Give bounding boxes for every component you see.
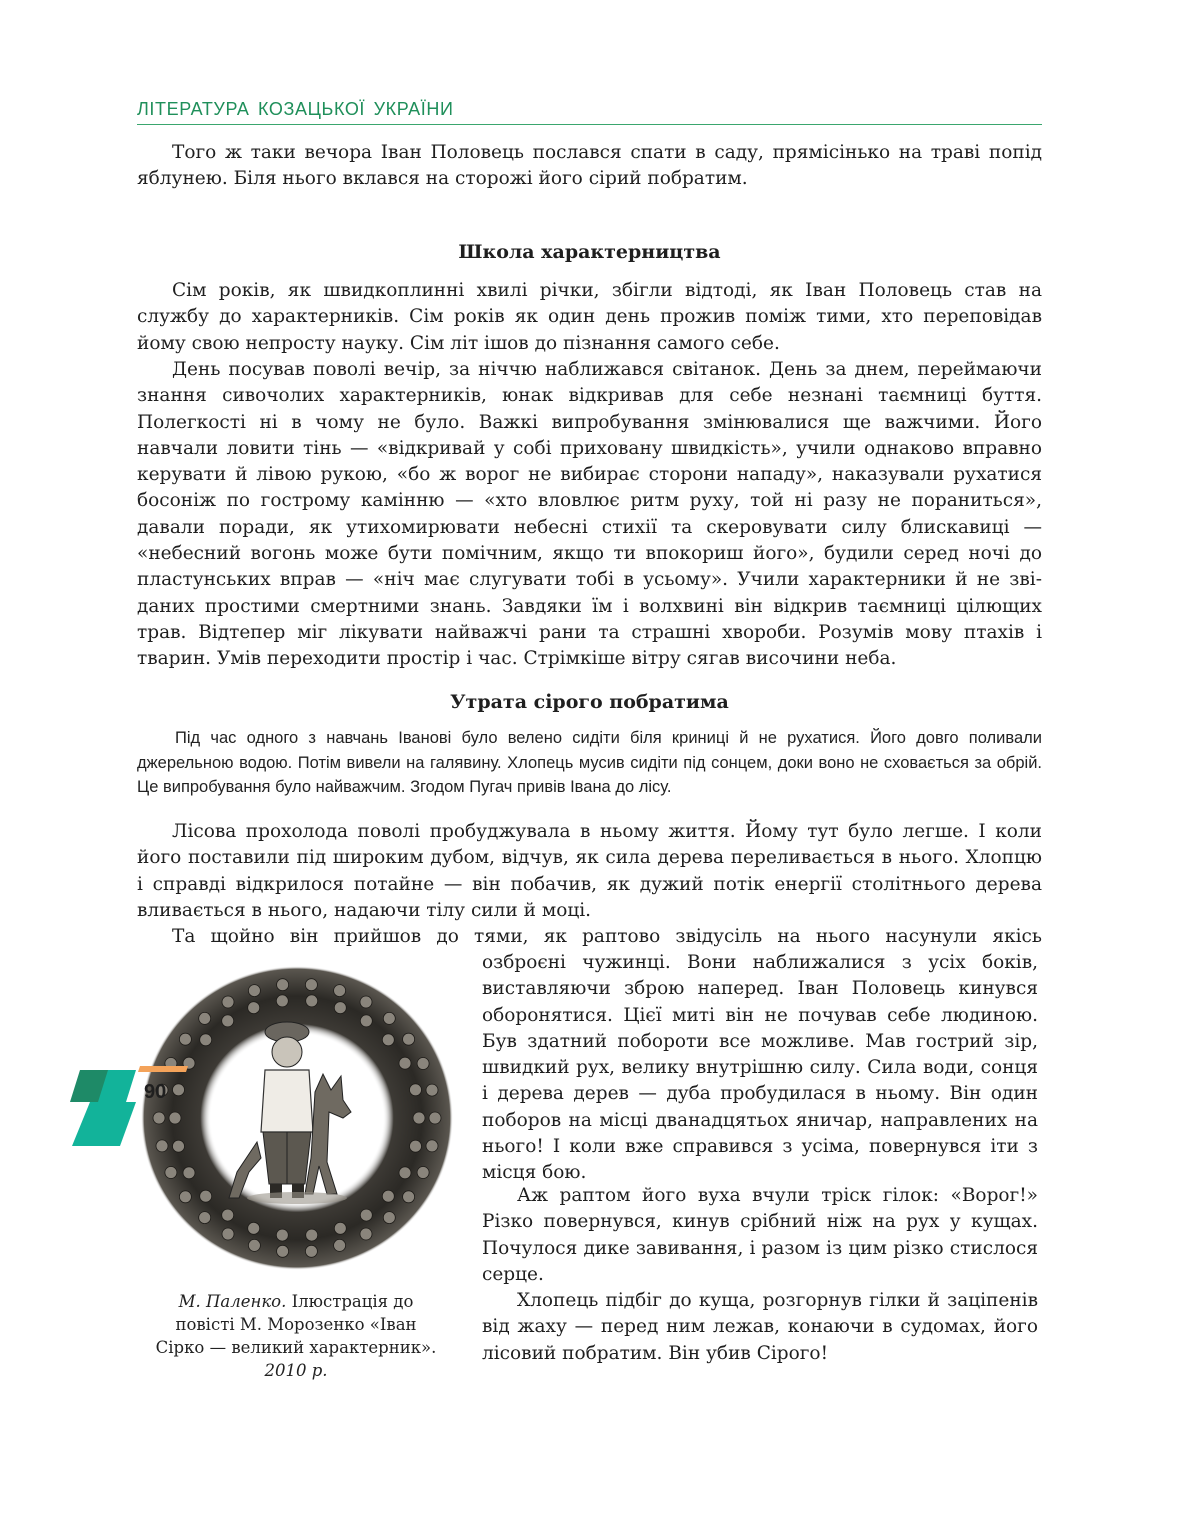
crowd-head — [165, 1167, 177, 1179]
crowd-head — [222, 996, 234, 1008]
section-heading-loss: Утрата сірого побратима — [450, 691, 729, 713]
crowd-head — [179, 1191, 191, 1203]
crowd-head — [399, 1057, 411, 1069]
crowd-head — [305, 979, 317, 991]
crowd-head — [334, 1222, 346, 1234]
paragraph: Та щойно він прийшов до тями, як раптово звідусіль на нього насунули якісь — [172, 926, 1042, 947]
wrapped-paragraph: Аж раптом його вуха вчули тріск гілок: «Ворог!» Різко повернувся, кинув срібний ніж на рух у кущах. Почулося дике завивання, і разом із цим різко стислося серце. — [482, 1185, 1038, 1285]
crowd-head — [382, 1034, 394, 1046]
crowd-head — [277, 979, 289, 991]
paragraph: День посував поволі вечір, за ніччю наближався світанок. День за днем, переймаючи знання сивочолих характерників, юнак відкривав для себе незнані таємниці буття. Полегкості ні в чому не було. Важкі випробування змінювалися ще важчими. Його навчали ловити тінь — «відкривай у собі приховану швидкість», учили однаково вправно керувати й лівою рукою, «бо ж ворог не вибирає сторони нападу», наказували рухатися босоніж по гострому камінню — «хто вловлює ритм руху, той ні разу не пораниться», давали поради, як утихомирювати небесні стихії та скеровувати силу блискавиці — «небесний вогонь може бути помічним, якщо ти впокориш його», будили серед ночі до пластунських вправ — «ніч має слугувати тобі в усьому». Учили характерники й не звіданих простими смертними знань. Завдяки їм і волхвині він відкрив таємниці цілющих трав. Відтепер міг лікувати найважчі рани та страшні хвороби. Розумів мову птахів і тварин. Умів переходити простір і час. Стрімкіше вітру сягав височини неба. — [137, 359, 1042, 670]
crowd-head — [276, 1229, 288, 1241]
summary-paragraph: Під час одного з навчань Іванові було велено сидіти біля криниці й не рухатися. Його довго поливали джерельною водою. Потім вивели на галявину. Хлопець мусив сидіти під сонцем, доки воно не сховається за обрій. Це випробування було найважчим. Згодом Пугач привів Івана до лісу. — [137, 729, 1042, 797]
crowd-head — [276, 995, 288, 1007]
crowd-head — [222, 1228, 234, 1240]
crowd-head — [222, 1209, 234, 1221]
caption-author: М. Паленко. — [178, 1292, 287, 1311]
crowd-head — [360, 1228, 372, 1240]
crowd-head — [417, 1167, 429, 1179]
crowd-head — [334, 1002, 346, 1014]
figure-caption — [150, 1290, 442, 1382]
section-heading-school: Школа характерництва — [458, 241, 721, 263]
crowd-head — [248, 1002, 260, 1014]
crowd-head — [334, 1239, 346, 1251]
header-title: ЛІТЕРАТУРА КОЗАЦЬКОЇ УКРАЇНИ — [137, 99, 454, 119]
crowd-head — [399, 1167, 411, 1179]
crowd-head — [413, 1112, 425, 1124]
crowd-head — [417, 1058, 429, 1070]
intro-paragraph: Того ж таки вечора Іван Половець послався спати в саду, прямісінько на траві попід яблунею. Біля нього вклався на сторожі його сірий побратим. — [137, 142, 1042, 190]
crowd-head — [277, 1245, 289, 1257]
crowd-head — [200, 1190, 212, 1202]
crowd-head — [403, 1191, 415, 1203]
crowd-head — [360, 1015, 372, 1027]
crowd-head — [199, 1012, 211, 1024]
crowd-head — [306, 1229, 318, 1241]
running-header — [137, 96, 1042, 125]
crowd-head — [403, 1033, 415, 1045]
crowd-head — [183, 1167, 195, 1179]
caption-year: 2010 р. — [264, 1361, 328, 1380]
crowd-head — [360, 996, 372, 1008]
crowd-head — [248, 1239, 260, 1251]
paragraph: Лісова прохолода поволі пробуджувала в ньому життя. Йому тут було легше. І коли його поставили під широким дубом, відчув, як сила дерева переливається в нього. Хлопцю і справді відкрилося потайне — він побачив, як дужий потік енергії столітнього дерева вливається в нього, надаючи тілу сили й моці. — [137, 821, 1042, 921]
crowd-head — [410, 1084, 422, 1096]
logo-lower-block — [72, 1102, 136, 1146]
crowd-head — [429, 1112, 441, 1124]
paragraph: Сім років, як швидкоплинні хвилі річки, збігли відтоді, як Іван Половець став на службу до характерників. Сім років як один день прожив поміж тими, хто переповідав йому свою непросту науку. Сім літ ішов до пізнання самого себе. — [137, 280, 1042, 354]
crowd-head — [382, 1190, 394, 1202]
crowd-head — [334, 985, 346, 997]
crowd-head — [383, 1012, 395, 1024]
crowd-head — [248, 985, 260, 997]
crowd-head — [222, 1015, 234, 1027]
crowd-head — [200, 1034, 212, 1046]
page-corner-logo — [60, 1066, 200, 1146]
page-number: 90 — [144, 1081, 167, 1103]
crowd-head — [360, 1209, 372, 1221]
crowd-head — [248, 1222, 260, 1234]
crowd-head — [179, 1033, 191, 1045]
crowd-head — [383, 1212, 395, 1224]
logo-orange-bar — [138, 1066, 188, 1072]
crowd-head — [199, 1212, 211, 1224]
wrapped-paragraph: озброєні чужинці. Вони наближалися з усіх боків, виставляючи зброю наперед. Іван Половець кинувся оборонятися. Цієї миті він не почував себе людиною. Був здатний побороти все можливе. Мав гострий зір, швидкий рух, велику внутрішню силу. Сила води, сонця і дерева дерев — дуба пробудилася в ньому. Він один поборов на місці дванадцятьох яничар, направлених на нього! І коли вже справився з усіма, повернувся іти з місця бою. — [482, 952, 1038, 1184]
crowd-head — [306, 995, 318, 1007]
caption-text: Ілюстрація до повісті М. Морозенко «Іван Сірко — великий характерник». — [155, 1292, 437, 1357]
crowd-head — [426, 1084, 438, 1096]
crowd-head — [305, 1245, 317, 1257]
wrapped-paragraph: Хлопець підбіг до куща, розгорнув гілки й заціпенів від жаху — перед ним лежав, конаючи в судомах, його лісовий побратим. Він убив Сірого! — [482, 1290, 1038, 1364]
crowd-head — [410, 1140, 422, 1152]
crowd-head — [426, 1140, 438, 1152]
